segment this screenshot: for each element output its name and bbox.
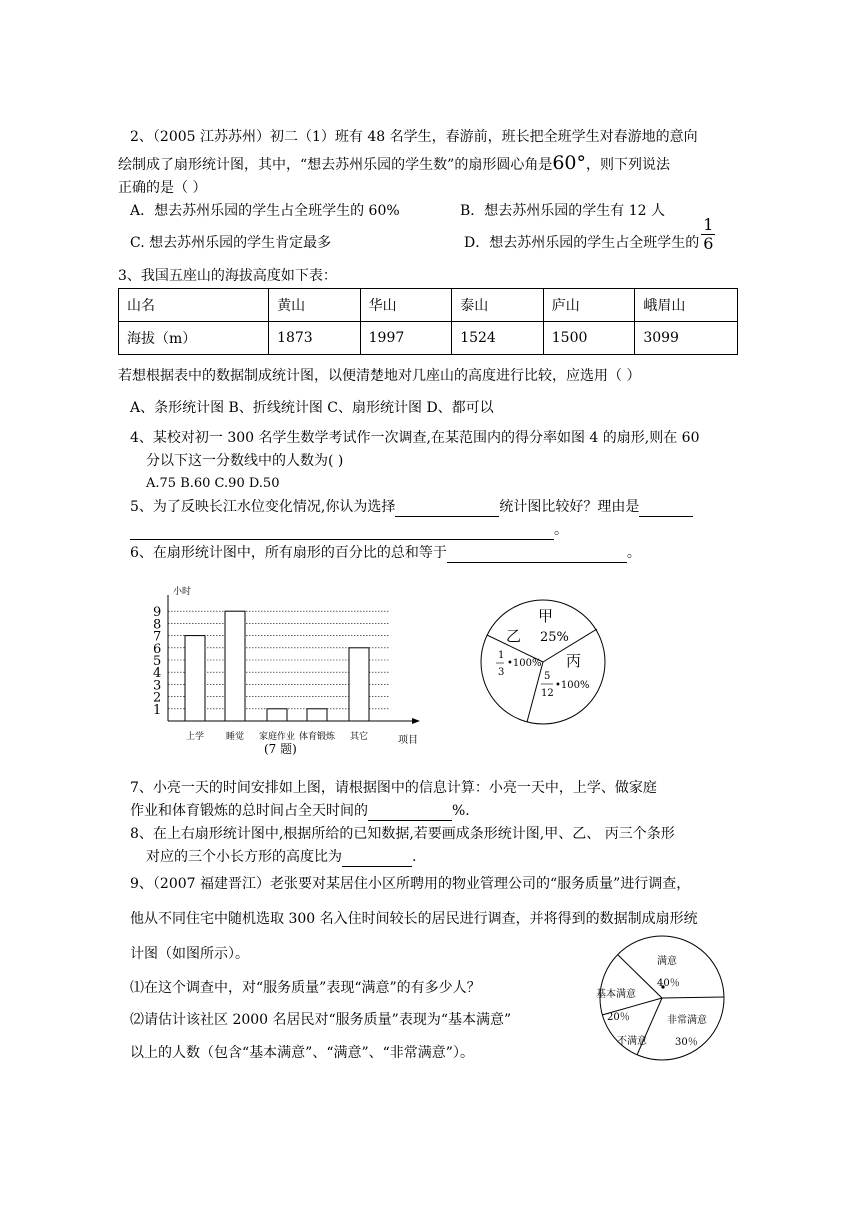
q2-option-c: C. 想去苏州乐园的学生肯定最多 [130,235,332,251]
pie-divider [662,997,724,998]
q8-line2a: 对应的三个小长方形的高度比为 [146,849,342,865]
q5-line2 [130,520,568,540]
slice-label-jia: 甲 [538,607,554,625]
q9-line2: 他从不同住宅中随机选取 300 名入住时间较长的居民进行调查，并将得到的数据制成扇形统 [130,911,698,927]
y-tick-label: 4 [153,666,162,682]
q3-intro: 3、我国五座山的海拔高度如下表： [118,268,337,284]
x-tick-label: 体育锻炼 [298,732,336,742]
table-header-cell: 黄山 [269,289,361,322]
x-axis-label: 项目 [398,735,418,746]
q9-line1: 9、（2007 福建晋江）老张要对某居住小区所聘用的物业管理公司的“服务质量”进行调查， [130,876,691,892]
bar [225,611,245,721]
slice-pct-basic: 20％ [607,1012,630,1023]
q2-line2b: ，则下列说法 [586,157,671,173]
q2-line2a: 绘制成了扇形统计图，其中，“想去苏州乐园的学生数”的扇形圆心角是 [118,157,553,173]
table-cell: 1500 [543,322,635,355]
jia-yi-bing-pie-chart [470,590,630,740]
table-cell: 海拔（m） [119,322,269,355]
x-axis-arrow [412,718,420,724]
q7-line1: 7、小亮一天的时间安排如上图，请根据图中的信息计算：小亮一天中，上学、做家庭 [130,780,657,796]
q7-line2a: 作业和体育锻炼的总时间占全天时间的 [130,803,368,819]
slice-label-yi: 乙 [506,627,522,645]
bars [185,611,369,721]
q5-blank-1[interactable] [395,502,499,517]
mountain-table [118,288,738,355]
q2-line2 [118,153,670,175]
q2-fraction [701,216,715,253]
q8-line1: 8、在上右扇形统计图中,根据所给的已知数据,若要画成条形统计图,甲、乙、 丙三个条形 [130,826,675,842]
y-tick-label: 3 [153,678,162,694]
q9-sub1: ⑴在这个调查中，对“服务质量”表现“满意”的有多少人？ [130,980,481,996]
q4-line1: 4、某校对初一 300 名学生数学考试作一次调查,在某范围内的得分率如图 4 的扇形,则在 60 [130,430,700,446]
table-cell: 1524 [452,322,544,355]
table-header-cell: 峨眉山 [635,289,738,322]
y-tick-label: 2 [153,690,162,706]
q6-line [130,543,641,563]
slice-bing-num: 5 [544,671,551,682]
q4-options: A.75 B.60 C.90 D.50 [146,476,280,491]
slice-label-bing: 丙 [566,652,582,670]
slice-label-unsatisfied: 不满意 [617,1036,647,1047]
slice-pct-jia: 25% [540,630,569,645]
q5-line1a: 5、为了反映长江水位变化情况,你认为选择 [130,499,396,515]
slice-pct-yi: •100% [507,658,542,669]
y-tick-label: 7 [153,629,162,645]
y-tick-label: 1 [153,702,162,718]
x-tick-label: 家庭作业 [258,732,296,742]
q2-line1: 2、（2005 江苏苏州）初二（1）班有 48 名学生，春游前，班长把全班学生对春游地的意向 [130,129,698,145]
q5-blank-2[interactable] [639,502,693,517]
slice-label-satisfied: 满意 [657,956,677,967]
x-tick-label: 上学 [185,732,205,742]
q2-fraction-num: 1 [703,214,714,234]
y-tick-label: 9 [153,605,162,621]
y-axis-label: 小时 [173,587,192,597]
table-row [119,322,738,355]
q8-blank[interactable] [342,852,412,867]
x-tick-labels [186,730,368,742]
q5-blank-3[interactable] [130,525,554,540]
table-cell: 3099 [635,322,738,355]
x-tick-label: 其它 [349,732,369,742]
q2-fraction-den: 6 [703,233,714,253]
chart-caption: (7 题) [264,742,297,755]
q3-question: 若想根据表中的数据制成统计图，以便清楚地对几座山的高度进行比较，应选用（ ） [118,368,641,384]
bar [267,709,287,721]
q7-line2b: %. [452,803,470,819]
bar [349,648,369,721]
q9-sub3: 以上的人数（包含“基本满意”、“满意”、“非常满意”）。 [130,1045,474,1061]
slice-bing-den: 12 [541,688,554,699]
slice-yi-num: 1 [498,650,505,661]
q5-line1b: 统计图比较好？理由是 [499,499,640,515]
bar [185,636,205,721]
q2-option-d [464,214,715,253]
slice-label-very-satisfied: 非常满意 [667,1015,707,1026]
slice-pct-satisfied: 40％ [657,978,680,989]
table-header-cell: 庐山 [543,289,635,322]
q5-line2-end: 。 [554,522,568,538]
q9-sub2: ⑵请估计该社区 2000 名居民对“服务质量”表现为“基本满意” [130,1012,512,1028]
bar [307,709,327,721]
q2-angle: 60° [552,152,587,174]
slice-yi-den: 3 [498,667,505,678]
satisfaction-pie-chart [585,935,745,1075]
y-tick-label: 6 [153,641,162,657]
table-header-cell: 泰山 [452,289,544,322]
time-bar-chart [140,575,440,755]
q8-line2b: . [412,849,417,865]
slice-pct-bing: •100% [555,680,590,691]
q6-text: 6、在扇形统计图中，所有扇形的百分比的总和等于 [130,545,447,561]
table-cell: 1873 [269,322,361,355]
q2-line3: 正确的是（ ） [118,180,207,196]
q7-blank[interactable] [368,806,452,821]
q4-line2: 分以下这一分数线中的人数为( ) [146,453,344,469]
table-row [119,289,738,322]
x-tick-label: 睡觉 [225,732,245,742]
y-tick-label: 8 [153,617,162,633]
table-header-cell: 山名 [119,289,269,322]
table-header-cell: 华山 [360,289,452,322]
q6-blank[interactable] [447,548,627,563]
slice-label-basic: 基本满意 [596,989,636,1000]
q2-option-b: B．想去苏州乐园的学生有 12 人 [460,203,666,219]
y-tick-label: 5 [153,654,162,669]
q7-line2 [130,801,470,821]
q5-line1 [130,497,693,517]
y-tick-labels [153,605,161,718]
q8-line2 [146,847,416,867]
q9-line3: 计图（如图所示）。 [130,946,249,962]
slice-pct-very-satisfied: 30％ [675,1037,698,1048]
q3-options: A、条形统计图 B、折线统计图 C、扇形统计图 D、都可以 [130,400,494,416]
q6-end: 。 [626,545,641,561]
q2-option-a: A．想去苏州乐园的学生占全班学生的 60% [130,203,400,219]
table-cell: 1997 [360,322,452,355]
q2-option-d-text: D．想去苏州乐园的学生占全班学生的 [464,235,700,251]
